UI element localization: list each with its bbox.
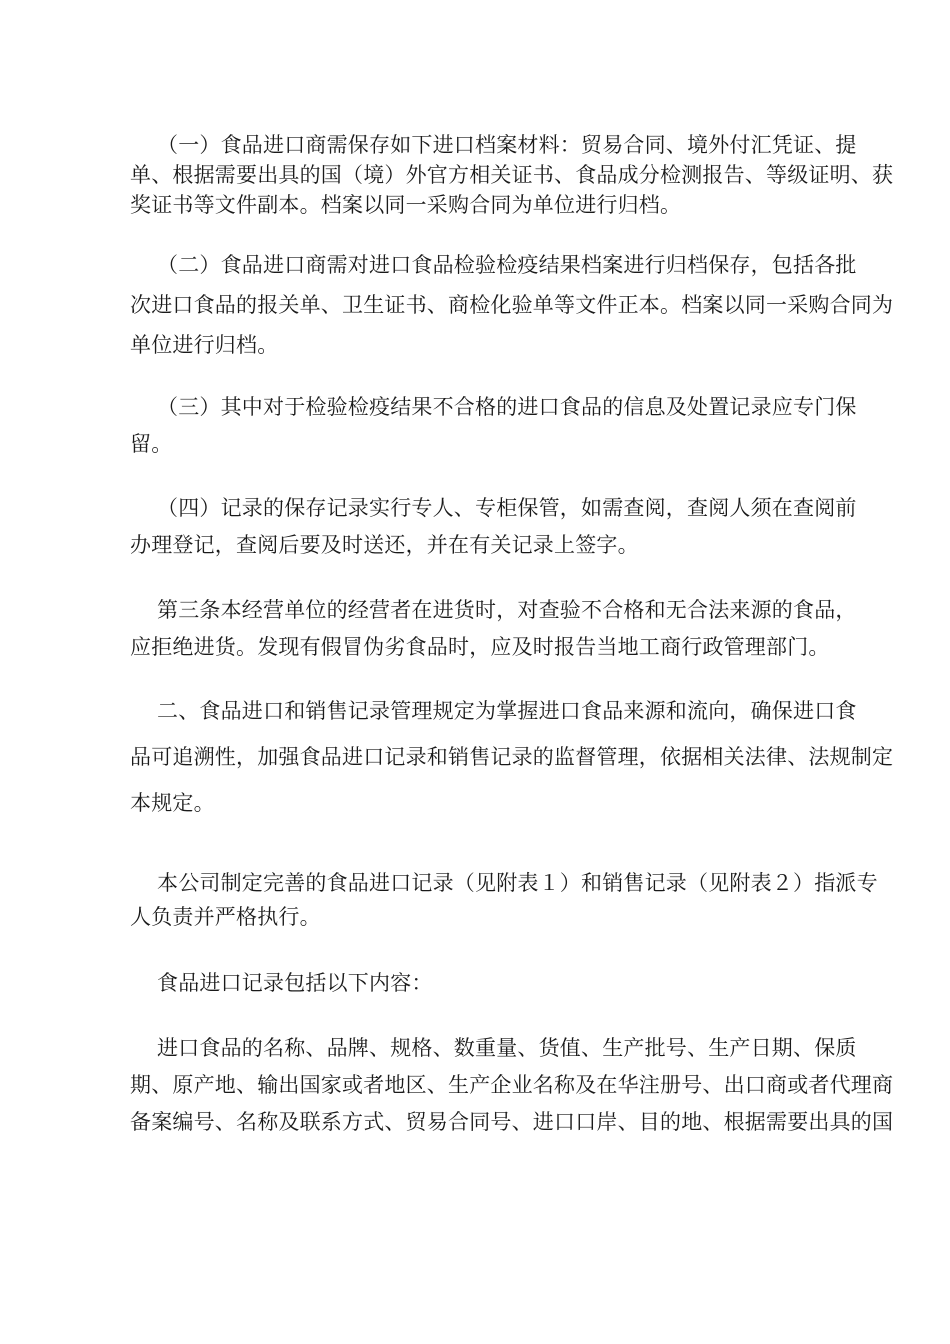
text-line: 备案编号、名称及联系方式、贸易合同号、进口口岸、目的地、根据需要出具的国 bbox=[130, 1110, 894, 1134]
text-line: 期、原产地、输出国家或者地区、生产企业名称及在华注册号、出口商或者代理商 bbox=[130, 1073, 894, 1097]
paragraph-archive-materials bbox=[130, 130, 894, 220]
paragraph-import-record-contents bbox=[130, 1030, 894, 1141]
paragraph-inspection-results bbox=[130, 245, 894, 365]
text-line: 次进口食品的报关单、卫生证书、商检化验单等文件正本。档案以同一采购合同为 bbox=[130, 293, 894, 317]
text-line: 留。 bbox=[130, 432, 173, 456]
paragraph-article-three bbox=[130, 592, 857, 666]
paragraph-import-record-heading bbox=[130, 966, 848, 1000]
text-line: 应拒绝进货。发现有假冒伪劣食品时，应及时报告当地工商行政管理部门。 bbox=[130, 635, 830, 659]
text-line: 本规定。 bbox=[130, 791, 215, 815]
paragraph-section-two bbox=[130, 688, 894, 826]
text-line: 人负责并严格执行。 bbox=[130, 905, 321, 929]
text-line: （三）其中对于检验检疫结果不合格的进口食品的信息及处置记录应专门保 bbox=[157, 395, 857, 419]
paragraph-unqualified-records bbox=[130, 389, 857, 463]
text-line: 奖证书等文件副本。档案以同一采购合同为单位进行归档。 bbox=[130, 193, 682, 217]
text-line: 二、食品进口和销售记录管理规定为掌握进口食品来源和流向，确保进口食 bbox=[157, 699, 857, 723]
paragraph-company-records bbox=[130, 866, 878, 934]
text-line: 单、根据需要出具的国（境）外官方相关证书、食品成分检测报告、等级证明、获 bbox=[130, 163, 894, 187]
text-line: 办理登记，查阅后要及时送还，并在有关记录上签字。 bbox=[130, 533, 639, 557]
text-line: 食品进口记录包括以下内容： bbox=[157, 971, 433, 995]
text-line: 单位进行归档。 bbox=[130, 333, 279, 357]
text-line: 品可追溯性，加强食品进口记录和销售记录的监督管理，依据相关法律、法规制定 bbox=[130, 745, 894, 769]
text-line: 第三条本经营单位的经营者在进货时，对查验不合格和无合法来源的食品， bbox=[157, 598, 857, 622]
paragraph-record-custody bbox=[130, 490, 857, 564]
text-line: 本公司制定完善的食品进口记录（见附表１）和销售记录（见附表２）指派专 bbox=[157, 871, 878, 895]
text-line: 进口食品的名称、品牌、规格、数重量、货值、生产批号、生产日期、保质 bbox=[157, 1036, 857, 1060]
text-line: （四）记录的保存记录实行专人、专柜保管，如需查阅，查阅人须在查阅前 bbox=[157, 496, 857, 520]
text-line: （二）食品进口商需对进口食品检验检疫结果档案进行归档保存，包括各批 bbox=[157, 253, 857, 277]
text-line: （一）食品进口商需保存如下进口档案材料：贸易合同、境外付汇凭证、提 bbox=[157, 133, 857, 157]
